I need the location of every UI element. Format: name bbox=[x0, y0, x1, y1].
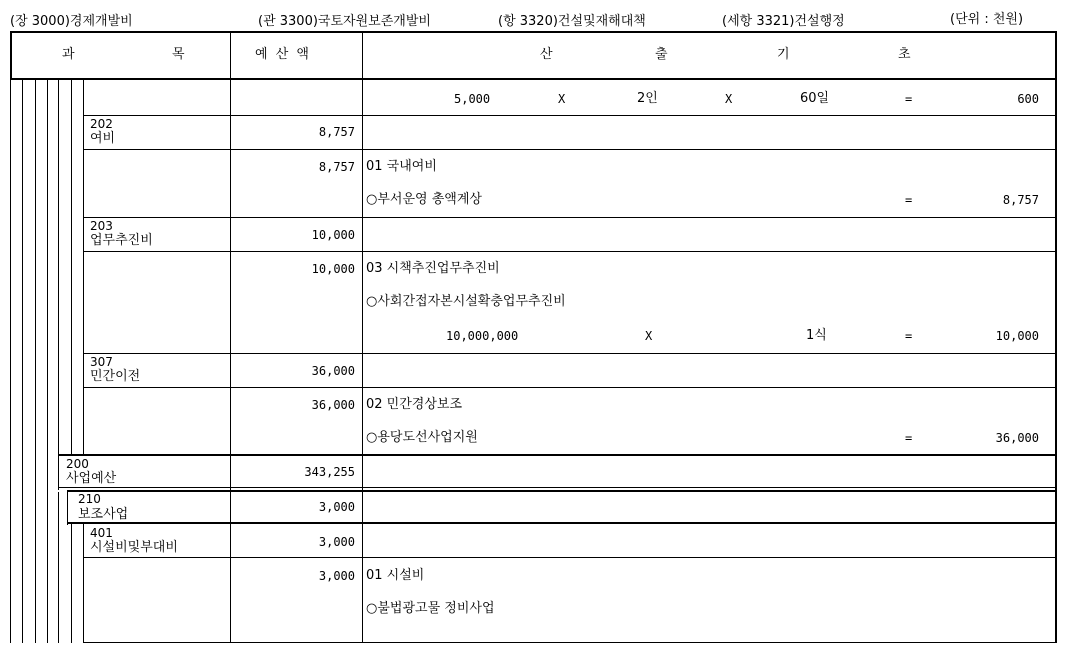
nest-line-7 bbox=[83, 80, 84, 454]
r10-code: 401 bbox=[90, 526, 113, 540]
r9-name: 보조사업 bbox=[78, 507, 129, 522]
col-header-basis-4: 초 bbox=[898, 47, 911, 62]
r11-item: 01 시설비 bbox=[366, 568, 425, 583]
r3-result: 8,757 bbox=[1002, 193, 1039, 207]
table-right-border bbox=[1055, 31, 1057, 643]
r8-code: 200 bbox=[66, 457, 89, 471]
r7-amount: 36,000 bbox=[311, 398, 355, 412]
row-sep-9 bbox=[67, 490, 1057, 492]
r1-op1: X bbox=[558, 92, 566, 106]
r5-equals: = bbox=[905, 329, 913, 343]
r3-equals: = bbox=[905, 193, 913, 207]
r11-detail: ○불법광고물 정비사업 bbox=[366, 601, 495, 616]
header-jang: (장 3000)경제개발비 bbox=[10, 14, 133, 29]
nest-line-4 bbox=[47, 80, 48, 643]
col-sep-basis bbox=[362, 31, 363, 643]
col-header-basis-2: 출 bbox=[655, 47, 668, 62]
r2-name: 여비 bbox=[90, 131, 116, 146]
r3-amount: 8,757 bbox=[318, 160, 355, 174]
header-gwan: (관 3300)국토자원보존개발비 bbox=[258, 14, 431, 29]
nest-line-5b bbox=[58, 492, 59, 643]
r1-op2: X bbox=[725, 92, 733, 106]
col-header-basis-3: 기 bbox=[777, 47, 790, 62]
r1-days: 60일 bbox=[800, 91, 830, 106]
row-sep-1 bbox=[83, 115, 1057, 116]
row-sep-8 bbox=[58, 487, 1057, 488]
nest-line-6b bbox=[71, 524, 72, 643]
row-sep-4 bbox=[83, 251, 1057, 252]
r5-amount: 10,000 bbox=[311, 262, 355, 276]
r1-quantity: 5,000 bbox=[454, 92, 491, 106]
r9-code: 210 bbox=[78, 492, 101, 506]
nest-line-1 bbox=[10, 80, 11, 643]
nest-line-7b bbox=[83, 524, 84, 643]
r10-amount: 3,000 bbox=[318, 535, 355, 549]
r5-result: 10,000 bbox=[995, 329, 1039, 343]
r5-item: 03 시책추진업무추진비 bbox=[366, 261, 500, 276]
table-top-border bbox=[10, 31, 1057, 33]
r10-name: 시설비및부대비 bbox=[90, 540, 178, 555]
r6-amount: 36,000 bbox=[311, 364, 355, 378]
r2-amount: 8,757 bbox=[318, 125, 355, 139]
nest-line-boxed bbox=[67, 490, 68, 525]
row-sep-6 bbox=[83, 387, 1057, 388]
r4-name: 업무추진비 bbox=[90, 233, 153, 248]
col-header-subject-1: 과 bbox=[62, 47, 75, 62]
r6-code: 307 bbox=[90, 355, 113, 369]
r7-item: 02 민간경상보조 bbox=[366, 397, 463, 412]
r2-code: 202 bbox=[90, 117, 113, 131]
r4-amount: 10,000 bbox=[311, 228, 355, 242]
col-sep-budget bbox=[230, 31, 231, 643]
nest-line-2 bbox=[22, 80, 23, 643]
header-sehang: (세항 3321)건설행정 bbox=[722, 14, 845, 29]
r4-code: 203 bbox=[90, 219, 113, 233]
header-unit: (단위 : 천원) bbox=[950, 12, 1024, 27]
header-bottom-border bbox=[10, 78, 1057, 80]
r8-amount: 343,255 bbox=[304, 465, 355, 479]
table-bottom-border bbox=[83, 642, 1057, 643]
nest-line-3 bbox=[35, 80, 36, 643]
header-hang: (항 3320)건설및재해대책 bbox=[498, 14, 646, 29]
r3-item: 01 국내여비 bbox=[366, 159, 437, 174]
row-sep-5 bbox=[83, 353, 1057, 354]
row-sep-10 bbox=[67, 522, 1057, 524]
nest-line-5 bbox=[58, 80, 59, 490]
r8-name: 사업예산 bbox=[66, 471, 117, 486]
r7-detail: ○용당도선사업지원 bbox=[366, 430, 478, 445]
table-left-border bbox=[10, 31, 12, 80]
row-sep-2 bbox=[83, 149, 1057, 150]
r5-quantity: 10,000,000 bbox=[446, 329, 519, 343]
r1-equals: = bbox=[905, 92, 913, 106]
r11-amount: 3,000 bbox=[318, 569, 355, 583]
r5-set: 1식 bbox=[806, 328, 827, 343]
col-header-subject-2: 목 bbox=[172, 47, 185, 62]
r7-result: 36,000 bbox=[995, 431, 1039, 445]
r3-detail: ○부서운영 총액계상 bbox=[366, 192, 482, 207]
r5-op: X bbox=[645, 329, 653, 343]
row-sep-11 bbox=[83, 557, 1057, 558]
r5-detail: ○사회간접자본시설확충업무추진비 bbox=[366, 294, 566, 309]
r7-equals: = bbox=[905, 431, 913, 445]
col-header-budget: 예 산 액 bbox=[255, 47, 311, 62]
row-sep-7 bbox=[58, 454, 1057, 456]
r1-persons: 2인 bbox=[637, 91, 658, 106]
row-sep-3 bbox=[83, 217, 1057, 218]
nest-line-6 bbox=[71, 80, 72, 454]
col-header-basis-1: 산 bbox=[540, 47, 553, 62]
r6-name: 민간이전 bbox=[90, 369, 141, 384]
r9-amount: 3,000 bbox=[318, 500, 355, 514]
r1-result: 600 bbox=[1017, 92, 1039, 106]
